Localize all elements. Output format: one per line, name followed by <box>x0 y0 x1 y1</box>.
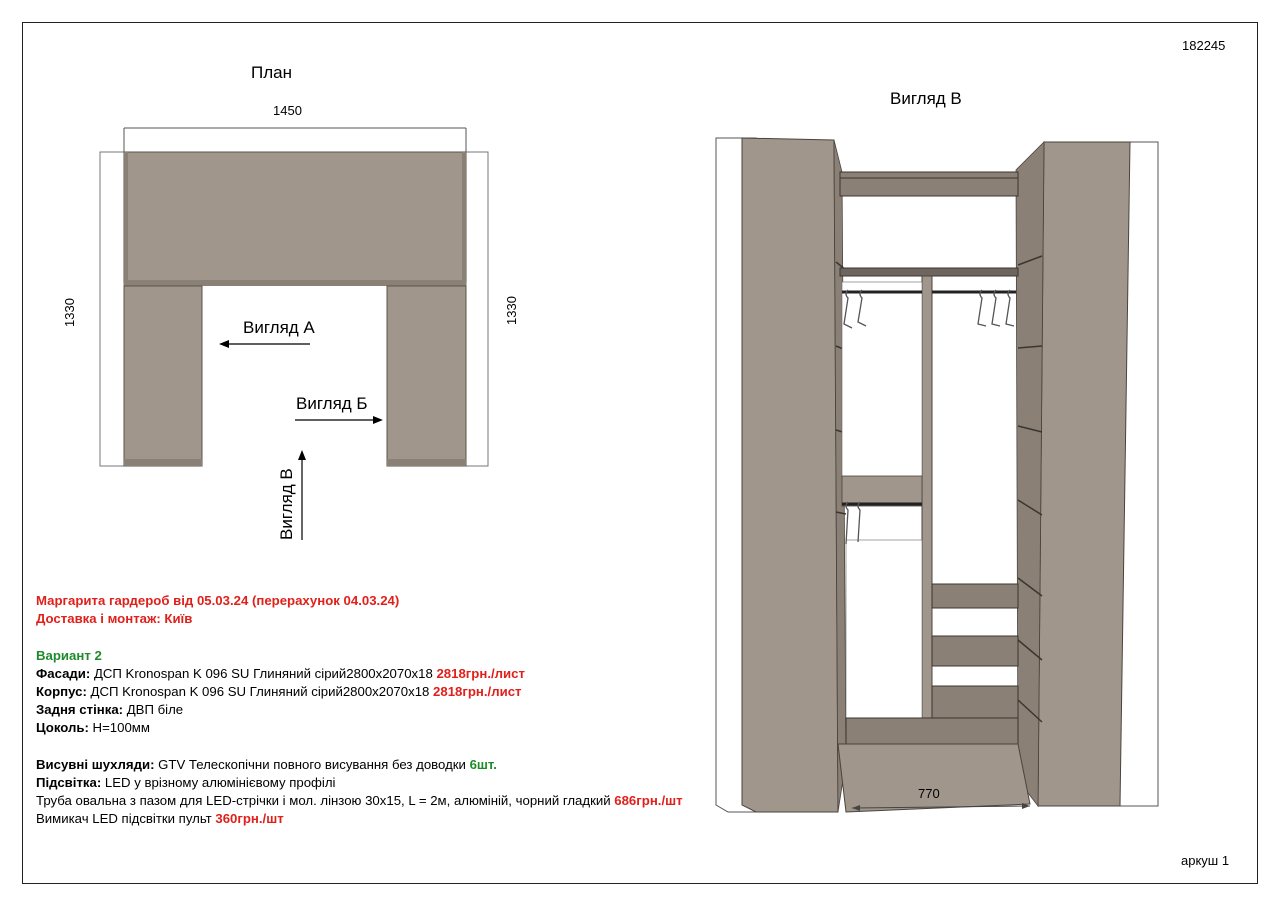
spec-switch-price: 360грн./шт <box>215 811 284 827</box>
spec-facades-text: ДСП Kronospan K 096 SU Глиняний сірий2800х2070х18 <box>90 665 437 681</box>
spec-drawers-text: GTV Телескопічни повного висування без доводки <box>154 756 470 772</box>
spec-plinth-label: Цоколь: <box>36 720 89 736</box>
center-divider <box>922 276 932 718</box>
spec-body-price: 2818грн./лист <box>433 683 522 699</box>
spec-facades-price: 2818грн./лист <box>436 665 525 681</box>
plan-left-wall <box>100 152 124 466</box>
spec-switch-text: Вимикач LED підсвітки пульт <box>36 811 216 827</box>
spec-variant: Вариант 2 <box>36 647 102 663</box>
spec-body-label: Корпус: <box>36 683 87 699</box>
spec-tube-price: 686грн./шт <box>614 793 683 809</box>
spec-title: Маргарита гардероб від 05.03.24 (перерахунок 04.03.24) <box>36 593 400 608</box>
spec-back-text: ДВП біле <box>123 702 184 718</box>
elevation-title: Вигляд В <box>890 89 962 108</box>
spec-facades-label: Фасади: <box>36 665 91 681</box>
view-b-label: Вигляд Б <box>296 394 368 413</box>
plan-title: План <box>251 63 292 82</box>
right-side-panel <box>1038 142 1130 806</box>
elevation-drawing <box>716 138 1158 812</box>
plan-right-depth-dimension: 1330 <box>504 296 519 325</box>
spec-light-text: LED у врізному алюмінієвому профілі <box>101 774 336 790</box>
plan-width-dimension: 1450 <box>273 103 302 118</box>
top-shelf <box>840 172 1018 196</box>
upper-shelf <box>840 268 1018 276</box>
plan-right-section <box>387 286 466 466</box>
spec-plinth-text: Н=100мм <box>88 720 150 736</box>
spec-facades <box>36 665 683 683</box>
plan-left-section <box>124 286 202 466</box>
plan-top-section <box>124 152 466 282</box>
spec-body <box>36 683 683 701</box>
spec-light <box>36 774 683 792</box>
view-v-label: Вигляд В <box>277 468 296 540</box>
specification-block <box>36 592 683 828</box>
spec-switch <box>36 810 683 828</box>
plan-right-wall <box>466 152 488 466</box>
elevation-width-dimension: 770 <box>918 786 940 801</box>
spec-body-text: ДСП Kronospan K 096 SU Глиняний сірий2800х2070х18 <box>86 683 434 699</box>
spec-tube-text: Труба овальна з пазом для LED-стрічки і мол. лінзою 30х15, L = 2м, алюміній, чорний гладкий <box>36 793 615 809</box>
spec-back-label: Задня стінка: <box>36 702 124 718</box>
bottom-shelf <box>846 718 1018 744</box>
spec-light-label: Підсвітка: <box>36 774 102 790</box>
left-side-panel <box>742 138 838 812</box>
spec-back <box>36 701 683 719</box>
plan-left-depth-dimension: 1330 <box>62 298 77 327</box>
spec-plinth <box>36 719 683 737</box>
spec-tube <box>36 792 683 810</box>
view-a-label: Вигляд А <box>243 318 315 337</box>
sheet-number: 182245 <box>1182 38 1226 53</box>
spec-drawers <box>36 756 683 774</box>
spec-drawers-qty: 6шт. <box>469 756 497 772</box>
sheet-page-label: аркуш 1 <box>1181 853 1230 868</box>
spec-delivery: Доставка і монтаж: Київ <box>36 611 193 627</box>
spec-drawers-label: Висувні шухляди: <box>36 756 155 772</box>
